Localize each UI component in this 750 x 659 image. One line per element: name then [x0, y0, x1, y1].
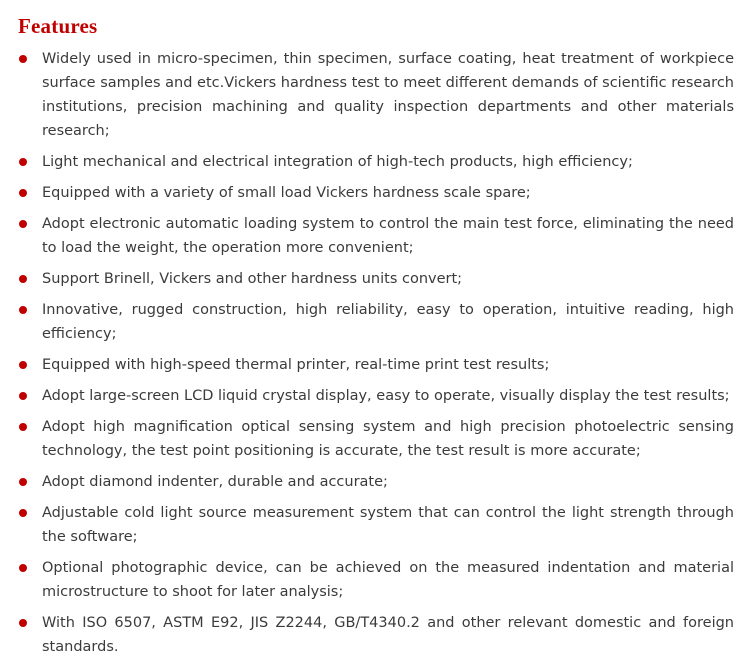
list-item [14, 181, 740, 205]
list-item [14, 384, 740, 408]
list-item [14, 47, 740, 143]
bullet-icon [19, 275, 27, 283]
bullet-icon [19, 564, 27, 572]
list-item [14, 470, 740, 494]
list-item [14, 150, 740, 174]
list-item-text: With ISO 6507, ASTM E92, JIS Z2244, GB/T4340.2 and other relevant domestic and foreign standards. [42, 615, 734, 655]
list-item-text: Widely used in micro-specimen, thin specimen, surface coating, heat treatment of workpiece surface samples and etc.Vickers hardness test to meet different demands of scientific research institutions, precision machining and quality inspection departments and other materials research; [42, 51, 734, 139]
features-list [14, 47, 740, 659]
list-item [14, 415, 740, 463]
list-item-text: Adopt diamond indenter, durable and accurate; [42, 474, 388, 490]
list-item [14, 212, 740, 260]
list-item-text: Equipped with high-speed thermal printer, real-time print test results; [42, 357, 550, 373]
bullet-icon [19, 392, 27, 400]
bullet-icon [19, 55, 27, 63]
list-item [14, 556, 740, 604]
bullet-icon [19, 509, 27, 517]
list-item-text: Support Brinell, Vickers and other hardness units convert; [42, 271, 463, 287]
list-item-text: Adopt high magnification optical sensing system and high precision photoelectric sensing technology, the test point positioning is accurate, the test result is more accurate; [42, 419, 734, 459]
list-item-text: Light mechanical and electrical integration of high-tech products, high efficiency; [42, 154, 633, 170]
list-item-text: Adjustable cold light source measurement system that can control the light strength through the software; [42, 505, 734, 545]
list-item-text: Equipped with a variety of small load Vickers hardness scale spare; [42, 185, 531, 201]
list-item-text: Adopt large-screen LCD liquid crystal display, easy to operate, visually display the test results; [42, 388, 730, 404]
bullet-icon [19, 478, 27, 486]
bullet-icon [19, 189, 27, 197]
bullet-icon [19, 619, 27, 627]
bullet-icon [19, 423, 27, 431]
list-item [14, 611, 740, 659]
bullet-icon [19, 306, 27, 314]
list-item-text: Adopt electronic automatic loading system to control the main test force, eliminating the need to load the weight, the operation more convenient; [42, 216, 734, 256]
bullet-icon [19, 361, 27, 369]
list-item [14, 501, 740, 549]
list-item [14, 353, 740, 377]
list-item [14, 267, 740, 291]
list-item [14, 298, 740, 346]
list-item-text: Optional photographic device, can be achieved on the measured indentation and material microstructure to shoot for later analysis; [42, 560, 734, 600]
list-item-text: Innovative, rugged construction, high reliability, easy to operation, intuitive reading, high efficiency; [42, 302, 734, 342]
page-title: Features [18, 14, 98, 38]
bullet-icon [19, 158, 27, 166]
features-page [0, 14, 750, 655]
bullet-icon [19, 220, 27, 228]
